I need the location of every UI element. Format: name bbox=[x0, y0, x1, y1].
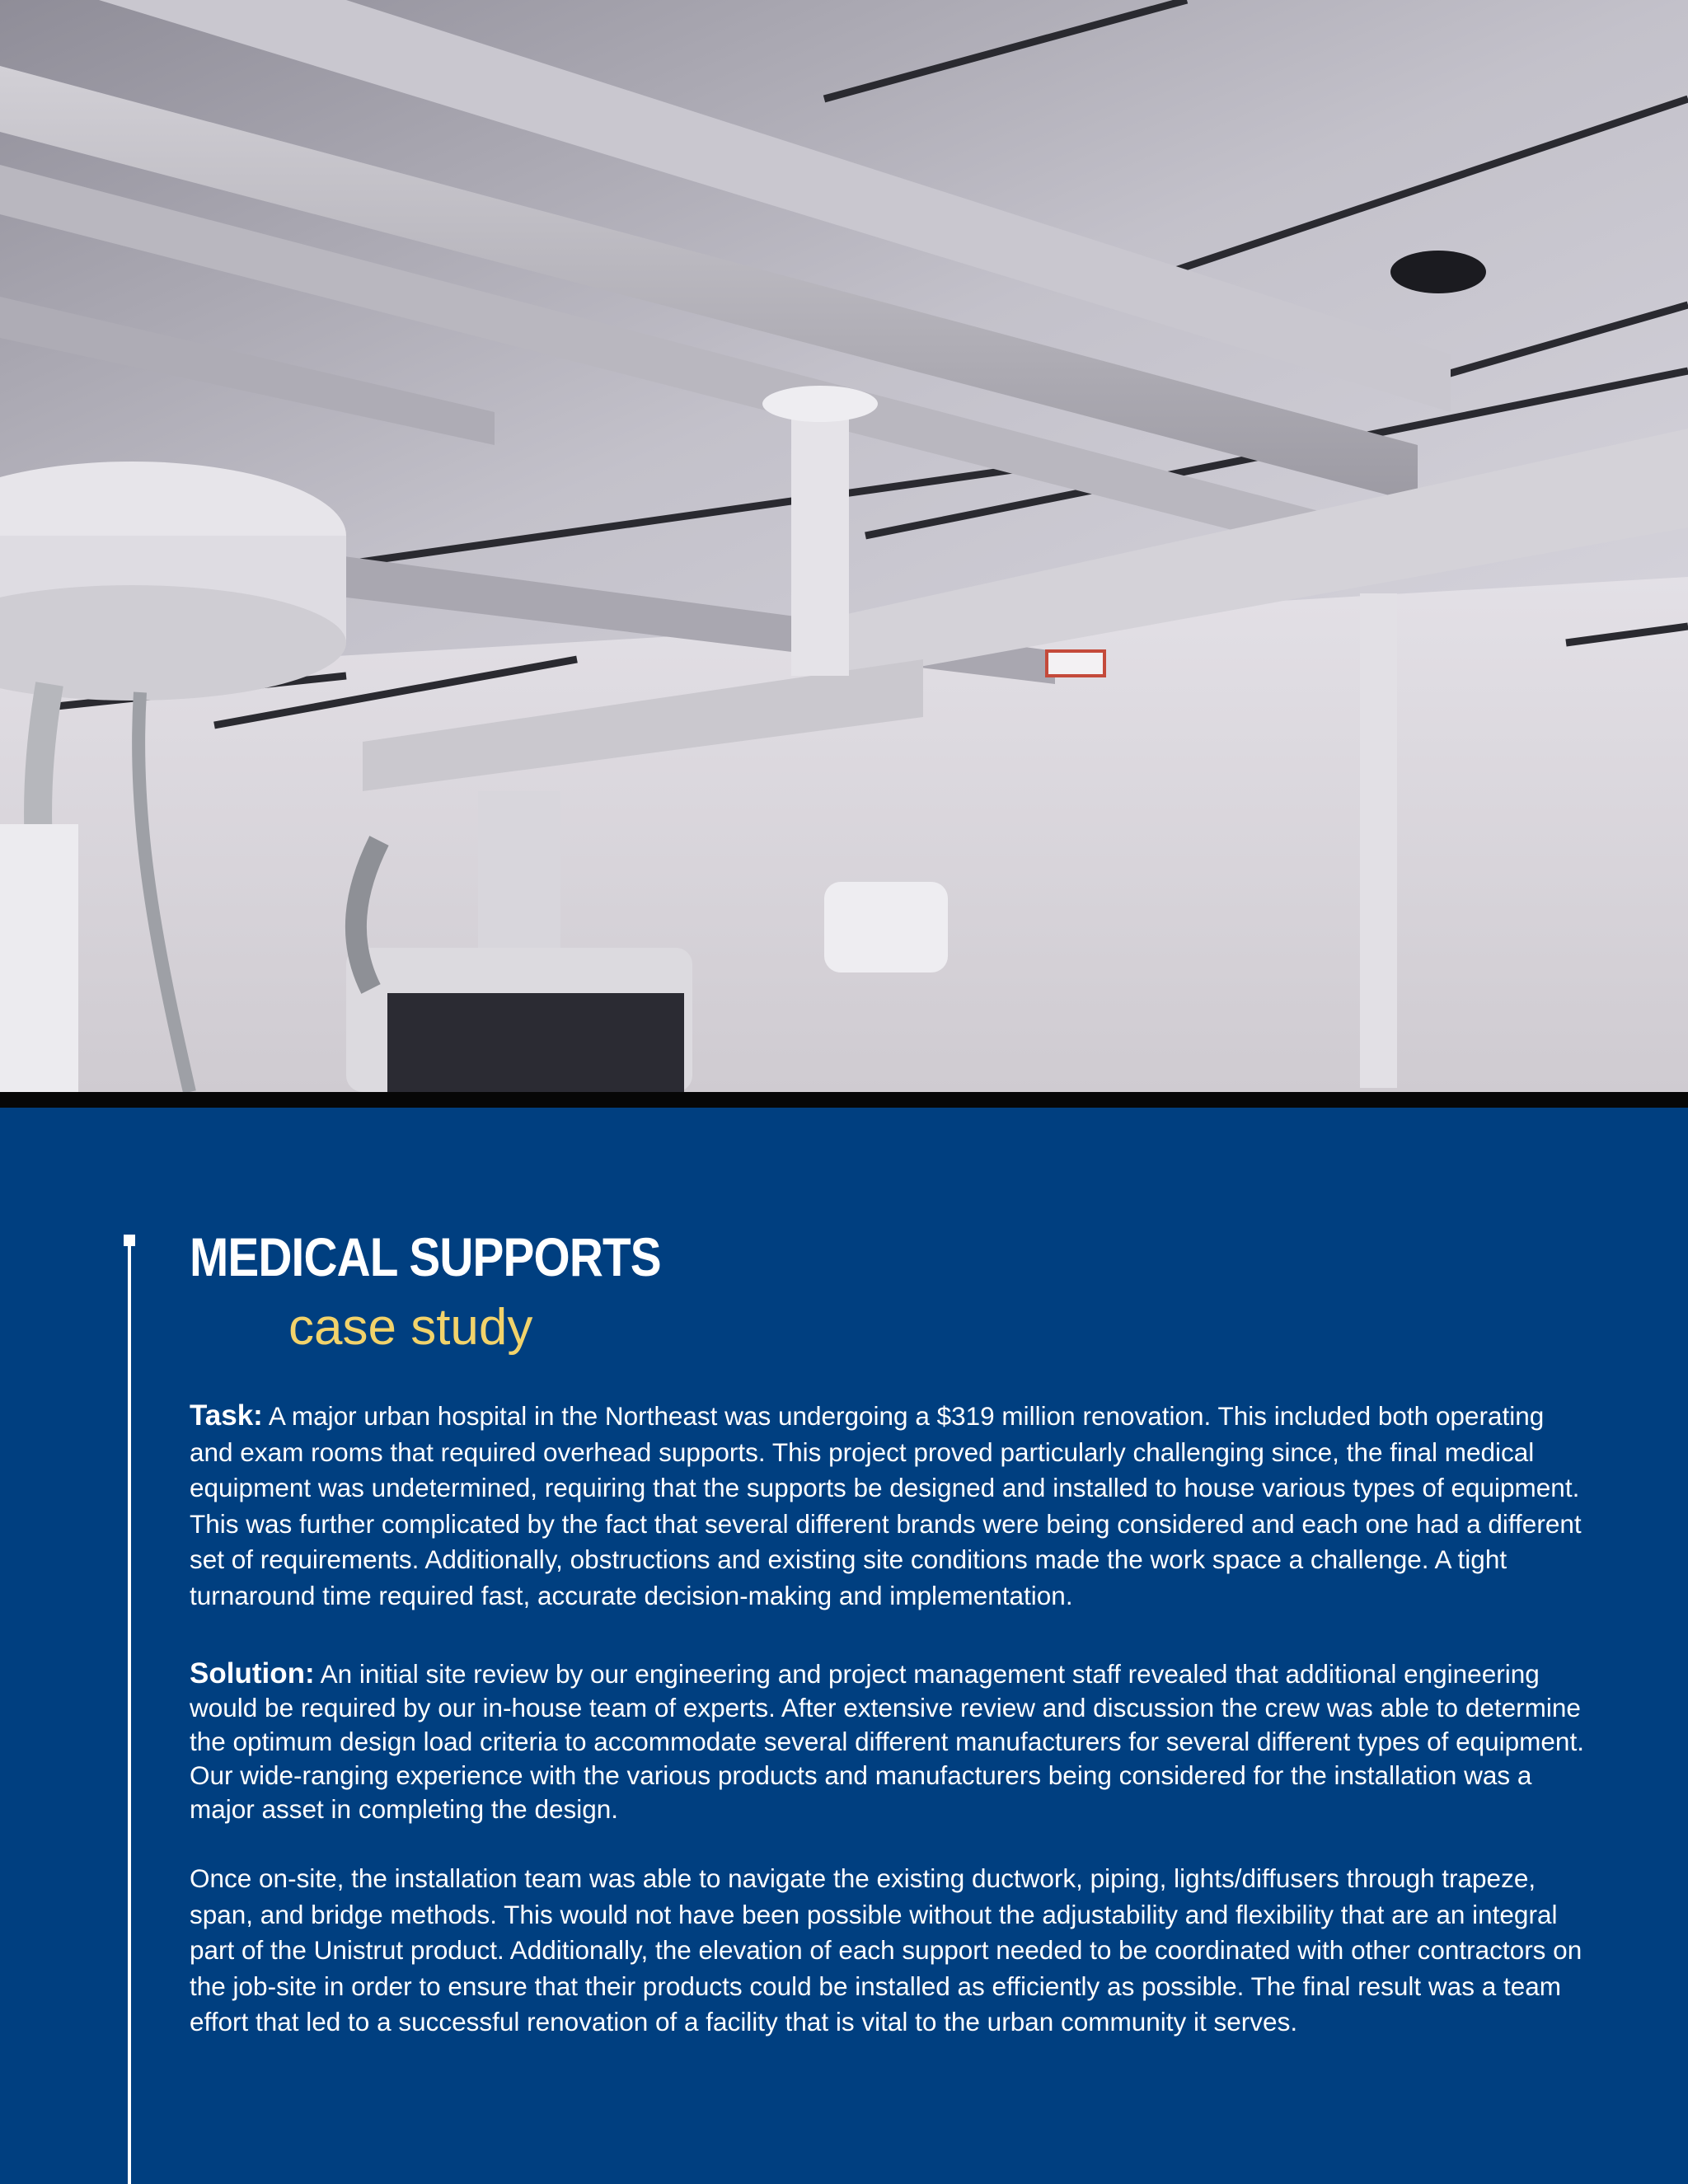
solution-text: An initial site review by our engineering and project management staff revealed that additional engineering would be required by our in-house team of experts. After extensive review and discussion the crew was able to determine the optimum design load criteria to accommodate several different manufacturers for several different types of equipment. Our wide-ranging experience with the various products and manufacturers being considered for the installation was a major asset in completing the design. bbox=[190, 1659, 1584, 1824]
task-label: Task: bbox=[190, 1399, 263, 1432]
solution-paragraph bbox=[190, 1657, 1591, 1826]
installation-text: Once on-site, the installation team was able to navigate the existing ductwork, piping, lights/diffusers through trapeze, span, and bridge methods. This would not have been possible without the adjustability and flexibility that are an integral part of the Unistrut product. Additionally, the elevation of each support needed to be coordinated with other contractors on the job-site in order to ensure that their products could be installed as efficiently as possible. The final result was a team effort that led to a successful renovation of a facility that is vital to the urban community it serves. bbox=[190, 1863, 1582, 2036]
installation-paragraph bbox=[190, 1861, 1591, 2041]
photo-divider bbox=[0, 1092, 1688, 1108]
accent-line-cap bbox=[124, 1235, 135, 1246]
accent-vertical-line bbox=[128, 1246, 131, 2184]
task-paragraph bbox=[190, 1398, 1591, 1614]
page-title: MEDICAL SUPPORTS bbox=[190, 1226, 661, 1287]
solution-label: Solution: bbox=[190, 1657, 315, 1690]
page-subtitle: case study bbox=[288, 1299, 533, 1356]
task-text: A major urban hospital in the Northeast was undergoing a $319 million renovation. This included both operating and exam rooms that required overhead supports. This project proved particularly challenging since, the final medical equipment was undetermined, requiring that the supports be designed and installed to house various types of equipment. This was further complicated by the fact that several different brands were being considered and each one had a different set of requirements. Additionally, obstructions and existing site conditions made the work space a challenge. A tight turnaround time required fast, accurate decision-making and implementation. bbox=[190, 1401, 1582, 1610]
